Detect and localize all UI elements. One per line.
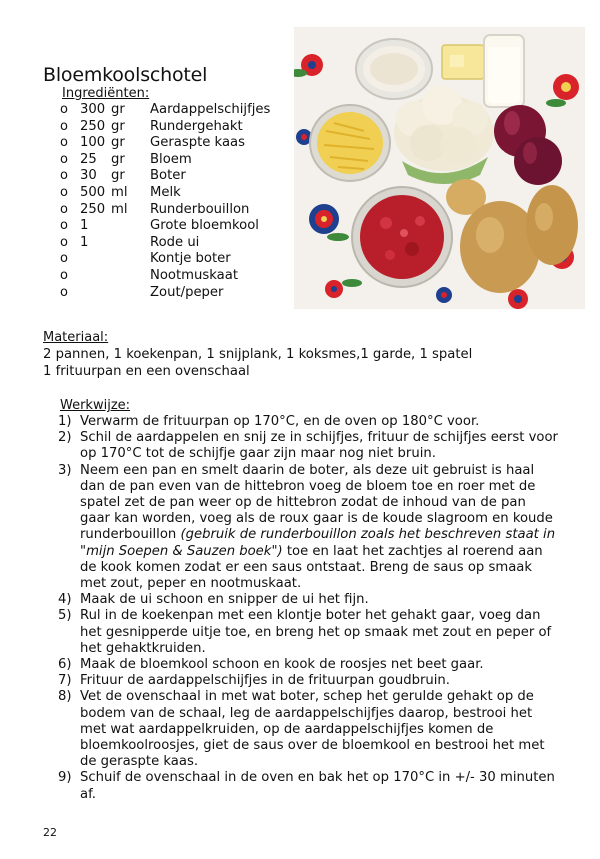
- ingredient-bullet: o: [60, 218, 68, 234]
- ingredient-item: [60, 268, 270, 285]
- ingredients-photo-illustration: [294, 27, 585, 309]
- step-text-italic: (gebruik de runderbouillon zoals het beschreven staat in "mijn Soepen & Sauzen boek"): [80, 527, 556, 559]
- step-text: [79, 770, 558, 802]
- step-number: 8): [58, 689, 72, 705]
- ingredient-quantity: [80, 285, 111, 302]
- step-text: [79, 463, 558, 593]
- step-number: 6): [58, 657, 72, 673]
- ingredient-name: Rundergehakt: [150, 118, 243, 134]
- step-text: [79, 657, 558, 673]
- step-number: 7): [58, 673, 72, 689]
- ingredient-bullet: o: [60, 234, 68, 250]
- ingredient-quantity: 300: [80, 102, 106, 117]
- ingredient-quantity: 1: [80, 234, 89, 250]
- ingredient-bullet: o: [60, 118, 68, 134]
- step-text: [79, 430, 558, 462]
- ingredient-item: [60, 202, 270, 219]
- page-number: 22: [43, 826, 57, 839]
- ingredient-item: [60, 251, 270, 268]
- ingredient-unit: [111, 218, 150, 235]
- flour-bowl: [356, 39, 432, 99]
- ingredient-name: Zout/peper: [150, 284, 224, 300]
- ingredient-quantity: 250: [80, 118, 106, 134]
- ingredient-item: [60, 152, 270, 169]
- step-text: [79, 414, 558, 430]
- ingredient-bullet: o: [60, 102, 68, 117]
- step-item: [58, 689, 558, 770]
- milk-glass: [484, 35, 524, 107]
- ingredient-item: [60, 119, 270, 136]
- ingredients-heading: Ingrediënten:: [62, 86, 150, 101]
- ingredient-unit: ml: [111, 201, 128, 217]
- recipe-title: Bloemkoolschotel: [43, 64, 208, 86]
- step-item: [58, 592, 558, 608]
- ingredient-item: [60, 285, 270, 302]
- step-text-main: Verwarm de frituurpan op 170°C, en de oven op 180°C voor.: [80, 414, 480, 429]
- ingredient-name: Aardappelschijfjes: [150, 102, 271, 117]
- ingredient-bullet: o: [60, 251, 68, 267]
- ingredient-item: [60, 218, 270, 235]
- materials-line-2: 1 frituurpan en een ovenschaal: [43, 364, 250, 379]
- ingredients-list: [60, 102, 270, 301]
- ingredient-unit: gr: [111, 118, 125, 134]
- step-number: 5): [58, 608, 72, 624]
- materials-heading: Materiaal:: [43, 330, 109, 345]
- step-text-main: Vet de ovenschaal in met wat boter, schep het gerulde gehakt op de bodem van de schaal, leg de aardappelschijfjes daarop, bestrooi het met wat aardappelkruiden, op de aardappelschijfjes komen de bloemkoolroosjes, giet de saus over de bloemkool en bestrooi het met de geraspte kaas.: [80, 689, 545, 770]
- ingredient-bullet: o: [60, 151, 68, 167]
- step-text-after: toe en laat het zachtjes al roerend aan de kook komen zodat er een saus ontstaat. Breng de saus op smaak met zout, peper en nootmuskaat.: [80, 543, 543, 592]
- ingredient-unit: gr: [111, 135, 125, 151]
- steps-heading: Werkwijze:: [60, 398, 131, 413]
- step-text-main: Frituur de aardappelschijfjes in de frituurpan goudbruin.: [80, 673, 450, 689]
- step-text-main: Maak de bloemkool schoon en kook de roosjes net beet gaar.: [80, 657, 484, 673]
- step-text: [79, 592, 558, 608]
- ingredient-unit: gr: [111, 168, 125, 184]
- step-text-main: Neem een pan en smelt daarin de boter, als deze uit gebruist is haal dan de pan even van de hittebron voeg de bloem toe en roer met de spatel zet de pan weer op de hittebron zodat de inhoud van de pan gaar kan worden, voeg als de roux gaar is de koude slagroom en koude runderbouillon: [80, 462, 553, 543]
- step-number: 3): [58, 462, 72, 478]
- ingredient-quantity: 250: [80, 201, 106, 217]
- ingredient-item: [60, 185, 270, 202]
- ingredient-unit: [111, 285, 150, 302]
- ingredient-unit: [111, 251, 150, 268]
- ingredient-bullet: o: [60, 135, 68, 151]
- ingredient-name: Rode ui: [150, 234, 200, 250]
- ingredient-item: [60, 235, 270, 252]
- step-text-main: Rul in de koekenpan met een klontje boter het gehakt gaar, voeg dan het gesnipperde uitje toe, en breng het op smaak met zout en peper of het gehaktkruiden.: [80, 608, 552, 656]
- ingredient-quantity: 100: [80, 135, 106, 151]
- ingredient-name: Grote bloemkool: [150, 218, 259, 234]
- step-text: [79, 689, 558, 770]
- ingredient-name: Geraspte kaas: [150, 135, 245, 151]
- ingredient-bullet: o: [60, 267, 68, 283]
- ingredient-unit: [111, 235, 150, 252]
- step-text-main: Schil de aardappelen en snij ze in schijfjes, frituur de schijfjes eerst voor op 170°C tot de schijfje gaar zijn maar nog niet bruin.: [80, 430, 558, 462]
- ingredient-unit: ml: [111, 184, 128, 200]
- step-item: [58, 463, 558, 593]
- ingredient-item: [60, 135, 270, 152]
- step-item: [58, 673, 558, 689]
- ingredients-photo: [294, 27, 585, 309]
- ingredient-name: Melk: [150, 184, 181, 200]
- step-item: [58, 430, 558, 462]
- step-text: [79, 608, 558, 657]
- ingredient-bullet: o: [60, 184, 68, 200]
- step-item: [58, 770, 558, 802]
- steps-list: [58, 414, 558, 803]
- ingredient-quantity: [80, 251, 111, 268]
- ingredient-quantity: 30: [80, 168, 97, 184]
- ingredient-quantity: 1: [80, 218, 89, 234]
- ingredient-item: [60, 168, 270, 185]
- step-text-main: Schuif de ovenschaal in de oven en bak het op 170°C in +/- 30 minuten af.: [80, 770, 555, 802]
- ingredient-bullet: o: [60, 201, 68, 217]
- materials-line-1: 2 pannen, 1 koekenpan, 1 snijplank, 1 koksmes,1 garde, 1 spatel: [43, 347, 473, 362]
- ingredient-name: Nootmuskaat: [150, 267, 238, 283]
- step-number: 2): [58, 430, 72, 446]
- cheese-bowl: [310, 105, 390, 181]
- butter: [442, 45, 484, 79]
- ingredient-item: [60, 102, 270, 119]
- ingredient-name: Boter: [150, 168, 186, 184]
- step-text-main: Maak de ui schoon en snipper de ui het fijn.: [80, 592, 369, 608]
- step-number: 9): [58, 770, 72, 786]
- minced-meat-bowl: [352, 187, 452, 287]
- step-number: 1): [58, 414, 72, 429]
- step-item: [58, 608, 558, 657]
- step-item: [58, 414, 558, 430]
- ingredient-name: Bloem: [150, 151, 192, 167]
- ingredient-name: Kontje boter: [150, 251, 231, 267]
- step-text: [79, 673, 558, 689]
- ingredient-unit: gr: [111, 151, 125, 167]
- ingredient-bullet: o: [60, 284, 68, 300]
- ingredient-bullet: o: [60, 168, 68, 184]
- ingredient-name: Runderbouillon: [150, 201, 250, 217]
- ingredient-unit: [111, 268, 150, 285]
- ingredient-unit: gr: [111, 102, 125, 117]
- step-number: 4): [58, 592, 72, 608]
- ingredient-quantity: 25: [80, 151, 97, 167]
- step-item: [58, 657, 558, 673]
- ingredient-quantity: [80, 268, 111, 285]
- ingredient-quantity: 500: [80, 184, 106, 200]
